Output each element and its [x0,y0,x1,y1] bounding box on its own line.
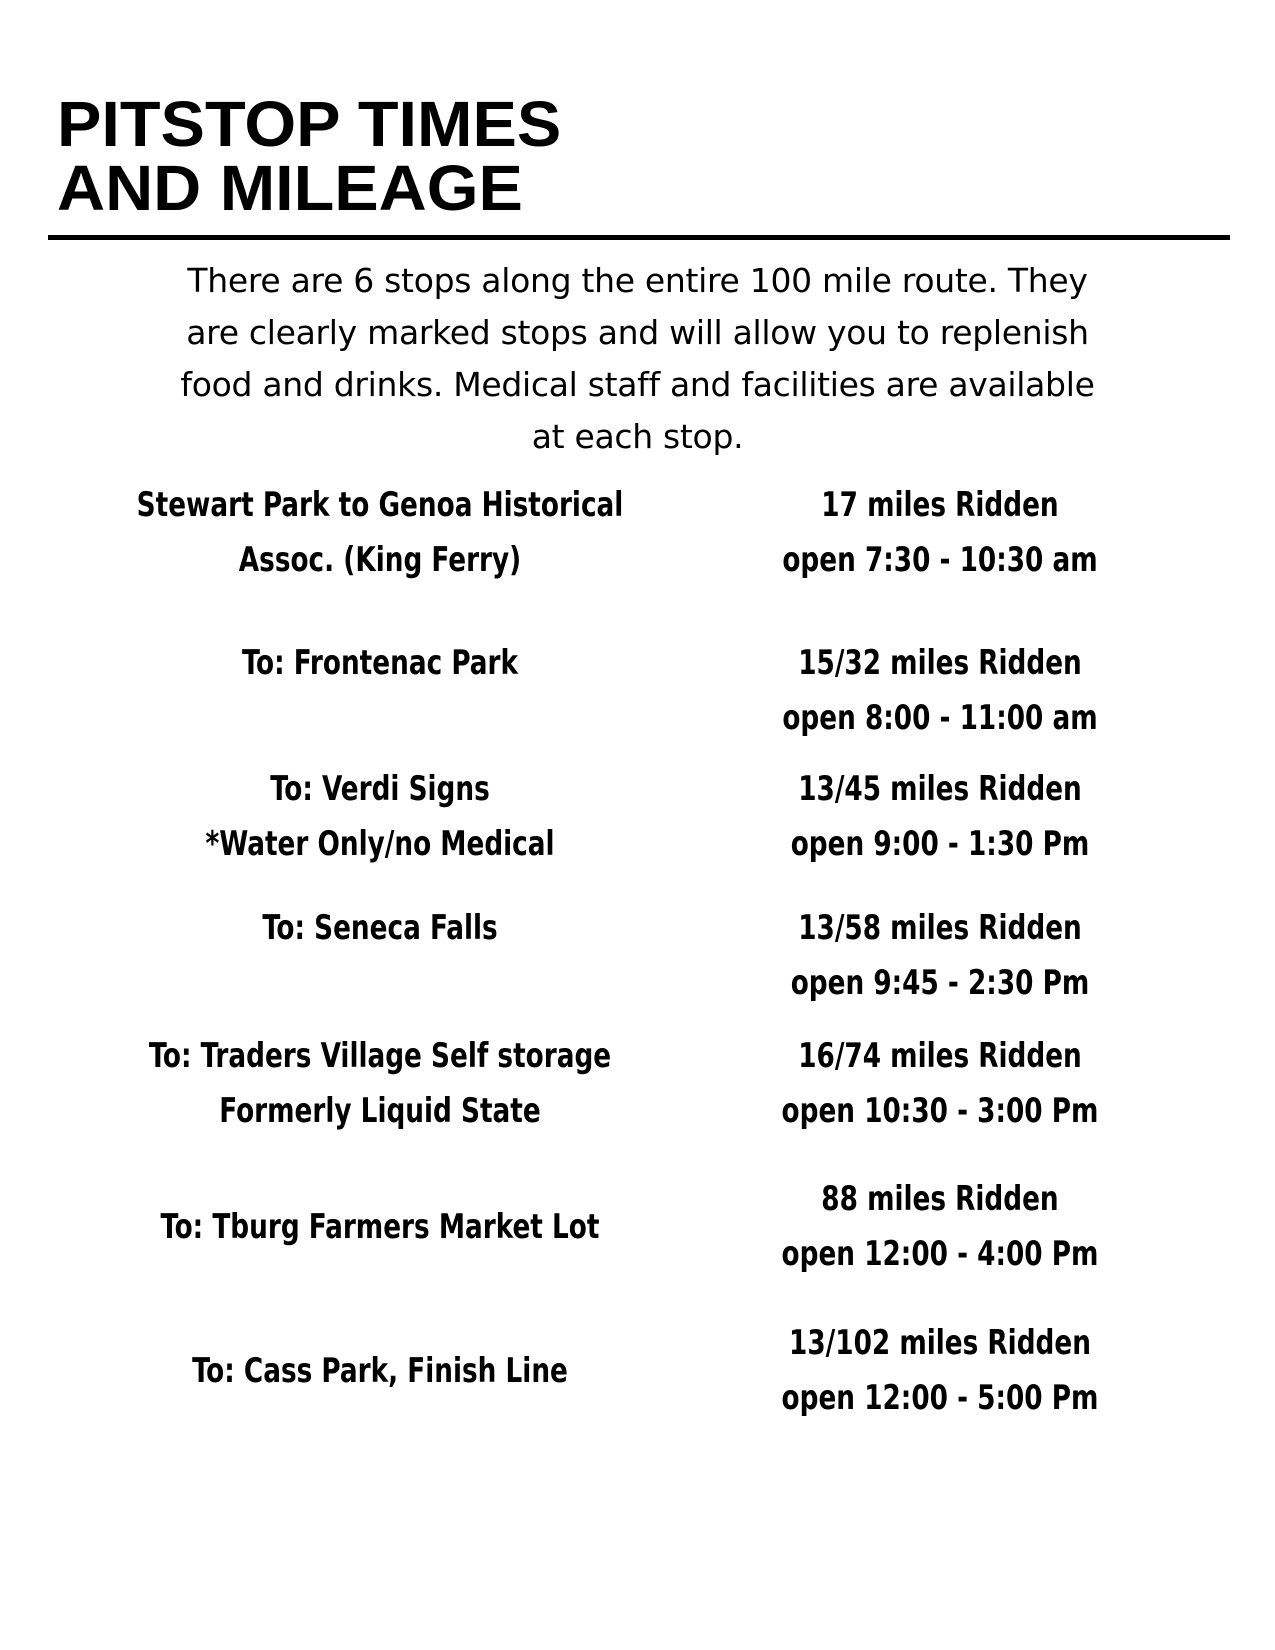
stop-name-line-1: To: Tburg Farmers Market Lot [160,1207,600,1247]
stop-name-line-2: Formerly Liquid State [219,1091,541,1131]
stop-hours: open 12:00 - 4:00 Pm [781,1234,1099,1274]
intro-paragraph [90,255,1185,463]
stop-miles: 13/58 miles Ridden [798,908,1082,948]
stop-hours: open 9:00 - 1:30 Pm [790,824,1090,864]
title-line-2: AND MILEAGE [57,152,523,224]
stop-info [716,478,1163,588]
title-divider [48,235,1230,240]
stop-info [716,1316,1163,1426]
stop-miles: 15/32 miles Ridden [798,643,1082,683]
stop-name-line-1: Stewart Park to Genoa Historical [136,485,624,525]
stop-hours: open 8:00 - 11:00 am [782,698,1098,738]
stop-name-line-1: To: Traders Village Self storage [148,1036,612,1076]
stop-name-line-1: To: Cass Park, Finish Line [192,1351,568,1391]
stop-name-line-1: To: Seneca Falls [262,908,498,948]
title-line-1: PITSTOP TIMES [57,88,562,160]
stop-name-line-1: To: Verdi Signs [270,769,490,809]
intro-line-4: at each stop. [531,417,744,456]
stop-miles: 88 miles Ridden [821,1179,1059,1219]
stop-info [716,636,1163,746]
stop-miles: 13/45 miles Ridden [798,769,1082,809]
stop-name [88,762,673,872]
intro-line-2: are clearly marked stops and will allow you to replenish [186,313,1089,352]
stop-info [716,1029,1163,1139]
stop-hours: open 7:30 - 10:30 am [782,540,1098,580]
stop-info [716,762,1163,872]
stop-info [716,901,1163,1011]
stop-name-line-2: *Water Only/no Medical [205,824,555,864]
stop-name [88,1344,673,1399]
intro-line-1: There are 6 stops along the entire 100 mile route. They [187,261,1088,300]
page-title [57,88,562,224]
stop-name [88,1200,673,1255]
stop-info [716,1172,1163,1282]
stop-name [88,636,673,691]
stop-miles: 16/74 miles Ridden [798,1036,1082,1076]
stop-name [88,1029,673,1139]
stop-name [88,478,673,588]
stop-hours: open 10:30 - 3:00 Pm [781,1091,1099,1131]
stop-name [88,901,673,956]
intro-line-3: food and drinks. Medical staff and facilities are available [180,365,1095,404]
stop-name-line-1: To: Frontenac Park [241,643,519,683]
stop-name-line-2: Assoc. (King Ferry) [238,540,522,580]
stop-hours: open 12:00 - 5:00 Pm [781,1378,1099,1418]
stop-miles: 13/102 miles Ridden [789,1323,1091,1363]
stop-miles: 17 miles Ridden [821,485,1059,525]
stop-hours: open 9:45 - 2:30 Pm [790,963,1090,1003]
